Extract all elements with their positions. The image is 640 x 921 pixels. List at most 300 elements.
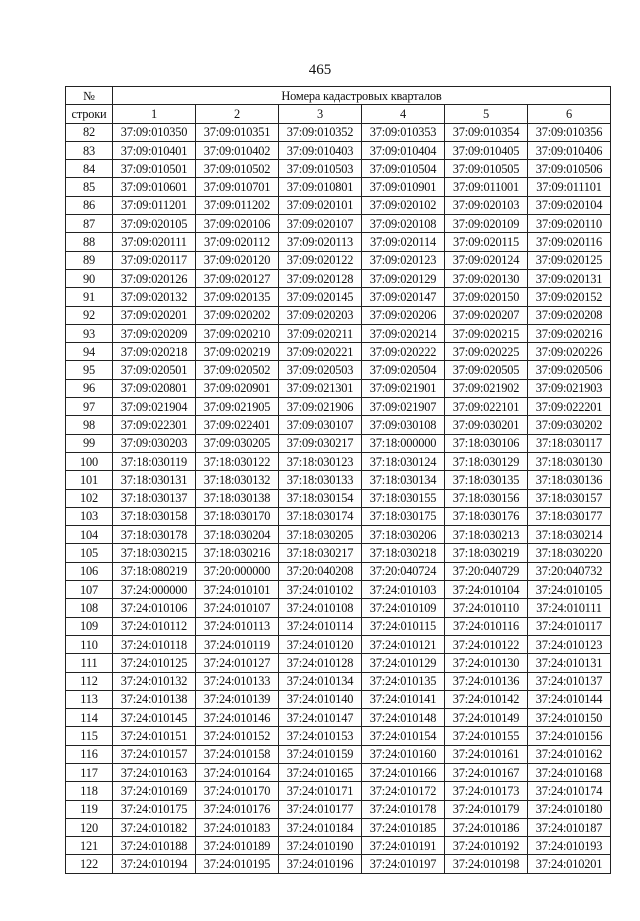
row-number-cell: 106: [66, 562, 113, 580]
table-row: [66, 233, 611, 251]
table-row: [66, 398, 611, 416]
row-number-cell: 88: [66, 233, 113, 251]
row-number-cell: 111: [66, 654, 113, 672]
cadastral-number-cell: 37:18:030175: [362, 507, 445, 525]
cadastral-number-cell: 37:24:010167: [445, 763, 528, 781]
row-number-cell: 93: [66, 324, 113, 342]
cadastral-number-cell: 37:09:020109: [445, 215, 528, 233]
cadastral-number-cell: 37:24:010151: [113, 727, 196, 745]
row-number-cell: 113: [66, 690, 113, 708]
cadastral-number-cell: 37:24:010115: [362, 617, 445, 635]
cadastral-number-cell: 37:09:010501: [113, 160, 196, 178]
cadastral-number-cell: 37:24:010196: [279, 855, 362, 873]
cadastral-number-cell: 37:09:020124: [445, 251, 528, 269]
cadastral-number-cell: 37:24:010128: [279, 654, 362, 672]
cadastral-number-cell: 37:18:030124: [362, 452, 445, 470]
table-row: [66, 617, 611, 635]
cadastral-number-cell: 37:09:020115: [445, 233, 528, 251]
cadastral-number-cell: 37:09:020218: [113, 343, 196, 361]
cadastral-number-cell: 37:09:011101: [528, 178, 611, 196]
header-column: 2: [196, 105, 279, 123]
table-row: [66, 215, 611, 233]
cadastral-number-cell: 37:24:010114: [279, 617, 362, 635]
cadastral-number-cell: 37:09:010406: [528, 141, 611, 159]
cadastral-number-cell: 37:24:010141: [362, 690, 445, 708]
cadastral-number-cell: 37:09:010404: [362, 141, 445, 159]
table-row: [66, 690, 611, 708]
cadastral-number-cell: 37:18:030205: [279, 526, 362, 544]
cadastral-number-cell: 37:18:030174: [279, 507, 362, 525]
cadastral-number-cell: 37:24:010187: [528, 818, 611, 836]
cadastral-number-cell: 37:20:040724: [362, 562, 445, 580]
cadastral-number-cell: 37:18:030137: [113, 489, 196, 507]
table-row: [66, 361, 611, 379]
cadastral-number-cell: 37:09:020117: [113, 251, 196, 269]
cadastral-number-cell: 37:20:040732: [528, 562, 611, 580]
row-number-cell: 84: [66, 160, 113, 178]
cadastral-number-cell: 37:09:020129: [362, 269, 445, 287]
cadastral-number-cell: 37:09:020131: [528, 269, 611, 287]
table-row: [66, 288, 611, 306]
cadastral-number-cell: 37:09:020201: [113, 306, 196, 324]
cadastral-number-cell: 37:24:010179: [445, 800, 528, 818]
cadastral-number-cell: 37:18:030216: [196, 544, 279, 562]
row-number-cell: 83: [66, 141, 113, 159]
row-number-cell: 100: [66, 452, 113, 470]
cadastral-number-cell: 37:09:020206: [362, 306, 445, 324]
cadastral-number-cell: 37:09:022201: [528, 398, 611, 416]
cadastral-number-cell: 37:09:020150: [445, 288, 528, 306]
cadastral-number-cell: 37:09:021901: [362, 379, 445, 397]
cadastral-number-cell: 37:09:020104: [528, 196, 611, 214]
cadastral-number-cell: 37:20:040208: [279, 562, 362, 580]
table-row: [66, 782, 611, 800]
row-number-cell: 96: [66, 379, 113, 397]
table-row: [66, 526, 611, 544]
cadastral-number-cell: 37:24:010120: [279, 635, 362, 653]
cadastral-number-cell: 37:24:010177: [279, 800, 362, 818]
cadastral-number-cell: 37:24:010133: [196, 672, 279, 690]
header-row-group: [66, 87, 611, 105]
cadastral-number-cell: 37:09:021301: [279, 379, 362, 397]
cadastral-number-cell: 37:09:010502: [196, 160, 279, 178]
row-number-cell: 116: [66, 745, 113, 763]
row-number-cell: 102: [66, 489, 113, 507]
cadastral-number-cell: 37:24:010110: [445, 599, 528, 617]
cadastral-number-cell: 37:18:030158: [113, 507, 196, 525]
cadastral-number-cell: 37:18:030218: [362, 544, 445, 562]
table-row: [66, 324, 611, 342]
cadastral-number-cell: 37:24:010185: [362, 818, 445, 836]
cadastral-number-cell: 37:09:020211: [279, 324, 362, 342]
cadastral-number-cell: 37:24:010116: [445, 617, 528, 635]
cadastral-number-cell: 37:09:020503: [279, 361, 362, 379]
cadastral-number-cell: 37:09:020801: [113, 379, 196, 397]
cadastral-number-cell: 37:24:000000: [113, 581, 196, 599]
row-number-cell: 89: [66, 251, 113, 269]
row-number-cell: 97: [66, 398, 113, 416]
table-row: [66, 562, 611, 580]
cadastral-number-cell: 37:24:010186: [445, 818, 528, 836]
header-column: 1: [113, 105, 196, 123]
cadastral-number-cell: 37:18:030206: [362, 526, 445, 544]
row-number-cell: 122: [66, 855, 113, 873]
row-number-cell: 121: [66, 837, 113, 855]
cadastral-number-cell: 37:24:010134: [279, 672, 362, 690]
row-number-cell: 120: [66, 818, 113, 836]
cadastral-number-cell: 37:24:010135: [362, 672, 445, 690]
cadastral-number-cell: 37:18:030155: [362, 489, 445, 507]
cadastral-number-cell: 37:24:010158: [196, 745, 279, 763]
cadastral-number-cell: 37:24:010106: [113, 599, 196, 617]
row-number-cell: 117: [66, 763, 113, 781]
cadastral-number-cell: 37:24:010102: [279, 581, 362, 599]
row-number-cell: 115: [66, 727, 113, 745]
table-row: [66, 672, 611, 690]
cadastral-number-cell: 37:09:010351: [196, 123, 279, 141]
cadastral-number-cell: 37:18:000000: [362, 434, 445, 452]
cadastral-number-cell: 37:09:020116: [528, 233, 611, 251]
cadastral-number-cell: 37:09:022401: [196, 416, 279, 434]
cadastral-number-cell: 37:09:020107: [279, 215, 362, 233]
cadastral-number-cell: 37:24:010122: [445, 635, 528, 653]
cadastral-number-cell: 37:09:030217: [279, 434, 362, 452]
cadastral-number-cell: 37:24:010147: [279, 709, 362, 727]
cadastral-number-cell: 37:24:010172: [362, 782, 445, 800]
cadastral-number-cell: 37:18:030132: [196, 471, 279, 489]
cadastral-number-cell: 37:09:030201: [445, 416, 528, 434]
row-number-cell: 99: [66, 434, 113, 452]
cadastral-number-cell: 37:09:020102: [362, 196, 445, 214]
cadastral-number-cell: 37:09:020113: [279, 233, 362, 251]
cadastral-number-cell: 37:24:010197: [362, 855, 445, 873]
cadastral-number-cell: 37:24:010182: [113, 818, 196, 836]
cadastral-number-cell: 37:09:020502: [196, 361, 279, 379]
cadastral-number-cell: 37:24:010184: [279, 818, 362, 836]
cadastral-number-cell: 37:09:020505: [445, 361, 528, 379]
row-number-cell: 90: [66, 269, 113, 287]
cadastral-number-cell: 37:09:030203: [113, 434, 196, 452]
cadastral-number-cell: 37:18:030133: [279, 471, 362, 489]
cadastral-number-cell: 37:18:030220: [528, 544, 611, 562]
cadastral-number-cell: 37:24:010121: [362, 635, 445, 653]
table-row: [66, 434, 611, 452]
cadastral-number-cell: 37:18:030204: [196, 526, 279, 544]
cadastral-number-cell: 37:24:010171: [279, 782, 362, 800]
cadastral-number-cell: 37:09:020209: [113, 324, 196, 342]
cadastral-number-cell: 37:24:010104: [445, 581, 528, 599]
row-number-cell: 95: [66, 361, 113, 379]
table-row: [66, 160, 611, 178]
cadastral-number-cell: 37:09:020123: [362, 251, 445, 269]
table-row: [66, 654, 611, 672]
page-number: 465: [308, 62, 332, 78]
cadastral-number-cell: 37:18:030213: [445, 526, 528, 544]
cadastral-number-cell: 37:24:010193: [528, 837, 611, 855]
row-number-cell: 119: [66, 800, 113, 818]
cadastral-number-cell: 37:24:010127: [196, 654, 279, 672]
table-body: [66, 123, 611, 873]
row-number-cell: 91: [66, 288, 113, 306]
cadastral-number-cell: 37:09:010353: [362, 123, 445, 141]
table-row: [66, 178, 611, 196]
cadastral-number-cell: 37:24:010191: [362, 837, 445, 855]
row-number-cell: 82: [66, 123, 113, 141]
cadastral-number-cell: 37:09:020207: [445, 306, 528, 324]
table-row: [66, 306, 611, 324]
cadastral-number-cell: 37:24:010173: [445, 782, 528, 800]
cadastral-number-cell: 37:24:010174: [528, 782, 611, 800]
cadastral-number-cell: 37:09:030205: [196, 434, 279, 452]
cadastral-number-cell: 37:24:010195: [196, 855, 279, 873]
cadastral-number-cell: 37:09:020215: [445, 324, 528, 342]
table-row: [66, 800, 611, 818]
row-number-cell: 109: [66, 617, 113, 635]
cadastral-number-cell: 37:24:010131: [528, 654, 611, 672]
table-row: [66, 452, 611, 470]
cadastral-number-cell: 37:24:010180: [528, 800, 611, 818]
cadastral-number-cell: 37:24:010160: [362, 745, 445, 763]
row-number-cell: 110: [66, 635, 113, 653]
cadastral-number-cell: 37:09:010901: [362, 178, 445, 196]
table-row: [66, 269, 611, 287]
cadastral-number-cell: 37:24:010112: [113, 617, 196, 635]
cadastral-number-cell: 37:24:010154: [362, 727, 445, 745]
cadastral-number-cell: 37:09:020120: [196, 251, 279, 269]
table-row: [66, 544, 611, 562]
cadastral-number-cell: 37:09:020130: [445, 269, 528, 287]
cadastral-number-cell: 37:09:010402: [196, 141, 279, 159]
cadastral-number-cell: 37:09:010701: [196, 178, 279, 196]
cadastral-number-cell: 37:18:030214: [528, 526, 611, 544]
cadastral-number-cell: 37:24:010146: [196, 709, 279, 727]
cadastral-number-cell: 37:24:010125: [113, 654, 196, 672]
cadastral-number-cell: 37:09:020103: [445, 196, 528, 214]
cadastral-number-cell: 37:09:011201: [113, 196, 196, 214]
row-number-cell: 104: [66, 526, 113, 544]
cadastral-number-cell: 37:24:010190: [279, 837, 362, 855]
cadastral-number-cell: 37:24:010188: [113, 837, 196, 855]
cadastral-number-cell: 37:09:020108: [362, 215, 445, 233]
table-row: [66, 837, 611, 855]
cadastral-number-cell: 37:18:030170: [196, 507, 279, 525]
cadastral-number-cell: 37:09:010504: [362, 160, 445, 178]
cadastral-number-cell: 37:24:010198: [445, 855, 528, 873]
table-row: [66, 727, 611, 745]
cadastral-number-cell: 37:09:020114: [362, 233, 445, 251]
cadastral-number-cell: 37:09:020222: [362, 343, 445, 361]
cadastral-number-cell: 37:24:010164: [196, 763, 279, 781]
cadastral-number-cell: 37:24:010170: [196, 782, 279, 800]
cadastral-number-cell: 37:18:030178: [113, 526, 196, 544]
cadastral-number-cell: 37:18:030154: [279, 489, 362, 507]
cadastral-number-cell: 37:09:020122: [279, 251, 362, 269]
header-row-number-sublabel: строки: [66, 105, 113, 123]
cadastral-number-cell: 37:09:020219: [196, 343, 279, 361]
cadastral-number-cell: 37:24:010101: [196, 581, 279, 599]
cadastral-number-cell: 37:09:020147: [362, 288, 445, 306]
cadastral-number-cell: 37:09:030202: [528, 416, 611, 434]
table-row: [66, 471, 611, 489]
cadastral-number-cell: 37:09:020127: [196, 269, 279, 287]
cadastral-number-cell: 37:18:030217: [279, 544, 362, 562]
cadastral-number-cell: 37:20:000000: [196, 562, 279, 580]
cadastral-number-cell: 37:09:020128: [279, 269, 362, 287]
table-row: [66, 196, 611, 214]
cadastral-number-cell: 37:09:010350: [113, 123, 196, 141]
cadastral-number-cell: 37:09:011001: [445, 178, 528, 196]
row-number-cell: 85: [66, 178, 113, 196]
cadastral-number-cell: 37:24:010201: [528, 855, 611, 873]
header-row-number-label: №: [66, 87, 113, 105]
cadastral-number-cell: 37:09:030108: [362, 416, 445, 434]
cadastral-number-cell: 37:09:020125: [528, 251, 611, 269]
cadastral-number-cell: 37:24:010183: [196, 818, 279, 836]
cadastral-number-cell: 37:18:030136: [528, 471, 611, 489]
cadastral-number-cell: 37:24:010152: [196, 727, 279, 745]
row-number-cell: 105: [66, 544, 113, 562]
table-row: [66, 635, 611, 653]
cadastral-number-cell: 37:09:021903: [528, 379, 611, 397]
row-number-cell: 87: [66, 215, 113, 233]
cadastral-number-cell: 37:24:010192: [445, 837, 528, 855]
cadastral-number-cell: 37:09:020111: [113, 233, 196, 251]
cadastral-number-cell: 37:09:022101: [445, 398, 528, 416]
cadastral-number-cell: 37:24:010168: [528, 763, 611, 781]
cadastral-number-cell: 37:24:010176: [196, 800, 279, 818]
cadastral-number-cell: 37:24:010149: [445, 709, 528, 727]
table-row: [66, 379, 611, 397]
cadastral-number-cell: 37:09:020226: [528, 343, 611, 361]
cadastral-number-cell: 37:24:010117: [528, 617, 611, 635]
row-number-cell: 114: [66, 709, 113, 727]
cadastral-number-cell: 37:09:021904: [113, 398, 196, 416]
header-column: 3: [279, 105, 362, 123]
cadastral-number-cell: 37:24:010145: [113, 709, 196, 727]
cadastral-number-cell: 37:09:010403: [279, 141, 362, 159]
cadastral-number-cell: 37:09:010356: [528, 123, 611, 141]
cadastral-number-cell: 37:09:020208: [528, 306, 611, 324]
row-number-cell: 103: [66, 507, 113, 525]
cadastral-number-cell: 37:09:021905: [196, 398, 279, 416]
cadastral-number-cell: 37:09:020221: [279, 343, 362, 361]
cadastral-number-cell: 37:09:011202: [196, 196, 279, 214]
cadastral-number-cell: 37:09:010505: [445, 160, 528, 178]
cadastral-number-cell: 37:09:020145: [279, 288, 362, 306]
cadastral-number-cell: 37:24:010103: [362, 581, 445, 599]
cadastral-number-cell: 37:09:020501: [113, 361, 196, 379]
row-number-cell: 107: [66, 581, 113, 599]
cadastral-number-cell: 37:09:020112: [196, 233, 279, 251]
cadastral-number-cell: 37:24:010163: [113, 763, 196, 781]
cadastral-number-cell: 37:24:010105: [528, 581, 611, 599]
cadastral-number-cell: 37:24:010132: [113, 672, 196, 690]
cadastral-number-cell: 37:24:010140: [279, 690, 362, 708]
cadastral-number-cell: 37:09:020202: [196, 306, 279, 324]
cadastral-number-cell: 37:09:010503: [279, 160, 362, 178]
cadastral-number-cell: 37:24:010155: [445, 727, 528, 745]
cadastral-number-cell: 37:18:030129: [445, 452, 528, 470]
table-row: [66, 251, 611, 269]
row-number-cell: 118: [66, 782, 113, 800]
cadastral-number-cell: 37:09:020901: [196, 379, 279, 397]
cadastral-number-cell: 37:24:010123: [528, 635, 611, 653]
table-row: [66, 818, 611, 836]
cadastral-number-cell: 37:18:030157: [528, 489, 611, 507]
cadastral-number-cell: 37:24:010130: [445, 654, 528, 672]
cadastral-number-cell: 37:18:030215: [113, 544, 196, 562]
cadastral-number-cell: 37:09:010506: [528, 160, 611, 178]
cadastral-number-cell: 37:09:010354: [445, 123, 528, 141]
row-number-cell: 112: [66, 672, 113, 690]
table-row: [66, 855, 611, 873]
cadastral-number-cell: 37:09:020210: [196, 324, 279, 342]
cadastral-number-cell: 37:09:010601: [113, 178, 196, 196]
cadastral-number-cell: 37:18:030156: [445, 489, 528, 507]
table-row: [66, 141, 611, 159]
cadastral-number-cell: 37:09:020216: [528, 324, 611, 342]
cadastral-number-cell: 37:24:010136: [445, 672, 528, 690]
cadastral-number-cell: 37:18:030219: [445, 544, 528, 562]
cadastral-number-cell: 37:24:010148: [362, 709, 445, 727]
table-row: [66, 489, 611, 507]
cadastral-number-cell: 37:09:020105: [113, 215, 196, 233]
cadastral-number-cell: 37:24:010156: [528, 727, 611, 745]
cadastral-number-cell: 37:09:010801: [279, 178, 362, 196]
table-row: [66, 709, 611, 727]
cadastral-number-cell: 37:09:021906: [279, 398, 362, 416]
cadastral-number-cell: 37:09:022301: [113, 416, 196, 434]
cadastral-number-cell: 37:09:020135: [196, 288, 279, 306]
cadastral-number-cell: 37:09:010401: [113, 141, 196, 159]
cadastral-number-cell: 37:24:010113: [196, 617, 279, 635]
row-number-cell: 101: [66, 471, 113, 489]
cadastral-number-cell: 37:24:010194: [113, 855, 196, 873]
cadastral-number-cell: 37:24:010161: [445, 745, 528, 763]
cadastral-number-cell: 37:18:080219: [113, 562, 196, 580]
cadastral-number-cell: 37:24:010138: [113, 690, 196, 708]
cadastral-number-cell: 37:09:020504: [362, 361, 445, 379]
cadastral-number-cell: 37:18:030122: [196, 452, 279, 470]
cadastral-number-cell: 37:24:010162: [528, 745, 611, 763]
cadastral-number-cell: 37:24:010144: [528, 690, 611, 708]
header-group-title: Номера кадастровых кварталов: [113, 87, 611, 105]
cadastral-number-cell: 37:09:010405: [445, 141, 528, 159]
cadastral-number-cell: 37:18:030119: [113, 452, 196, 470]
header-row-columns: [66, 105, 611, 123]
cadastral-number-cell: 37:18:030138: [196, 489, 279, 507]
table-row: [66, 745, 611, 763]
cadastral-number-cell: 37:18:030177: [528, 507, 611, 525]
cadastral-number-cell: 37:09:020506: [528, 361, 611, 379]
header-column: 6: [528, 105, 611, 123]
header-column: 4: [362, 105, 445, 123]
cadastral-number-cell: 37:24:010142: [445, 690, 528, 708]
header-column: 5: [445, 105, 528, 123]
cadastral-number-cell: 37:18:030134: [362, 471, 445, 489]
cadastral-number-cell: 37:18:030176: [445, 507, 528, 525]
cadastral-number-cell: 37:18:030130: [528, 452, 611, 470]
table-row: [66, 507, 611, 525]
cadastral-number-cell: 37:24:010165: [279, 763, 362, 781]
cadastral-number-cell: 37:24:010129: [362, 654, 445, 672]
cadastral-number-cell: 37:24:010150: [528, 709, 611, 727]
cadastral-number-cell: 37:24:010119: [196, 635, 279, 653]
table-row: [66, 763, 611, 781]
cadastral-number-cell: 37:24:010178: [362, 800, 445, 818]
cadastral-number-cell: 37:18:030106: [445, 434, 528, 452]
row-number-cell: 86: [66, 196, 113, 214]
